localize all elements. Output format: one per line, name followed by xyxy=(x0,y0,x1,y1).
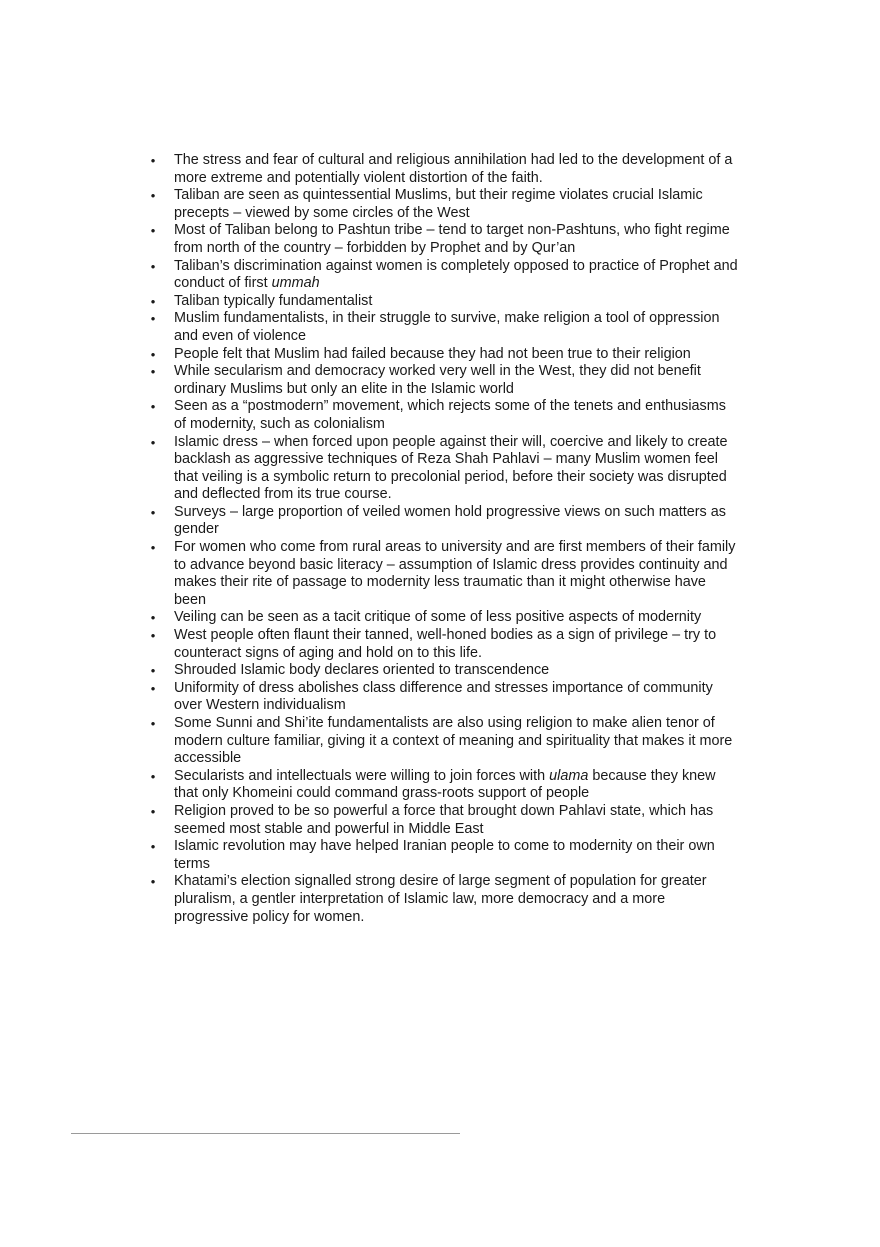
bullet-text: Surveys – large proportion of veiled women hold progressive views on such matters as gender xyxy=(174,503,726,538)
list-item xyxy=(148,873,738,926)
list-item xyxy=(148,803,738,838)
list-item xyxy=(148,152,738,187)
list-item xyxy=(148,715,738,768)
list-item xyxy=(148,310,738,345)
bullet-icon: • xyxy=(150,803,156,819)
bullet-text: Islamic dress – when forced upon people against their will, coercive and likely to create backlash as aggressive techniques of Reza Shah Pahlavi – many Muslim women feel that veiling is a symbolic return to precolonial period, before their society was disrupted and deflected from its true course. xyxy=(174,433,728,503)
list-item xyxy=(148,838,738,873)
bullet-icon: • xyxy=(150,188,156,204)
bullet-text: While secularism and democracy worked very well in the West, they did not benefit ordinary Muslims but only an elite in the Islamic world xyxy=(174,363,701,397)
list-item xyxy=(148,222,738,257)
list-item xyxy=(148,363,738,398)
list-item xyxy=(148,539,738,609)
list-item xyxy=(148,398,738,433)
bullet-text: Veiling can be seen as a tacit critique of some of less positive aspects of modernity xyxy=(174,609,702,626)
bullet-text: Khatami’s election signalled strong desire of large segment of population for greater pluralism, a gentler interpretation of Islamic law, more democracy and a more progressive policy for women. xyxy=(174,873,707,925)
bullet-text: Uniformity of dress abolishes class difference and stresses importance of community over Western individualism xyxy=(174,679,713,714)
bullet-text: Secularists and intellectuals were willing to join forces with ulama because they knew that only Khomeini could command grass-roots support of people xyxy=(174,767,716,802)
bullet-icon: • xyxy=(150,680,156,696)
bullet-icon: • xyxy=(150,311,156,327)
footnote-separator xyxy=(71,1133,460,1134)
list-item xyxy=(148,680,738,715)
bullet-text: Shrouded Islamic body declares oriented to transcendence xyxy=(174,662,550,679)
bullet-list xyxy=(148,152,738,926)
bullet-text: Religion proved to be so powerful a force that brought down Pahlavi state, which has seemed most stable and powerful in Middle East xyxy=(174,802,714,837)
bullet-text: People felt that Muslim had failed because they had not been true to their religion xyxy=(174,345,691,362)
bullet-text: Most of Taliban belong to Pashtun tribe – tend to target non-Pashtuns, who fight regime from north of the country – forbidden by Prophet and by Qur’an xyxy=(174,222,730,256)
list-item xyxy=(148,609,738,627)
list-item xyxy=(148,768,738,803)
bullet-text: The stress and fear of cultural and religious annihilation had led to the development of a more extreme and potentially violent distortion of the faith. xyxy=(174,152,733,186)
bullet-text: Muslim fundamentalists, in their struggle to survive, make religion a tool of oppression and even of violence xyxy=(174,310,720,344)
bullet-icon: • xyxy=(150,628,156,644)
bullet-icon: • xyxy=(150,399,156,415)
bullet-icon: • xyxy=(150,610,156,626)
bullet-icon: • xyxy=(150,258,156,274)
list-item xyxy=(148,293,738,311)
bullet-text: Taliban’s discrimination against women is completely opposed to practice of Prophet and conduct of first ummah xyxy=(174,257,738,292)
bullet-text: Islamic revolution may have helped Iranian people to come to modernity on their own terms xyxy=(174,838,715,872)
bullet-text: Seen as a “postmodern” movement, which rejects some of the tenets and enthusiasms of modernity, such as colonialism xyxy=(174,398,726,432)
bullet-icon: • xyxy=(150,874,156,890)
bullet-icon: • xyxy=(150,768,156,784)
bullet-text: Taliban typically fundamentalist xyxy=(174,292,373,309)
bullet-icon: • xyxy=(150,293,156,309)
bullet-text: Some Sunni and Shi’ite fundamentalists are also using religion to make alien tenor of modern culture familiar, giving it a context of meaning and spirituality that makes it more accessible xyxy=(174,715,733,767)
bullet-icon: • xyxy=(150,504,156,520)
list-item xyxy=(148,346,738,364)
bullet-icon: • xyxy=(150,364,156,380)
list-item xyxy=(148,187,738,222)
bullet-icon: • xyxy=(150,540,156,556)
bullet-icon: • xyxy=(150,223,156,239)
bullet-icon: • xyxy=(150,346,156,362)
bullet-icon: • xyxy=(150,839,156,855)
list-item xyxy=(148,504,738,539)
list-item xyxy=(148,627,738,662)
bullet-icon: • xyxy=(150,716,156,731)
list-item xyxy=(148,434,738,504)
bullet-text: For women who come from rural areas to university and are first members of their family to advance beyond basic literacy – assumption of Islamic dress provides continuity and makes their rite of passage to modernity less traumatic than it might otherwise have been xyxy=(174,539,736,608)
bullet-text: Taliban are seen as quintessential Muslims, but their regime violates crucial Islamic precepts – viewed by some circles of the West xyxy=(174,187,703,221)
bullet-text: West people often flaunt their tanned, well-honed bodies as a sign of privilege – try to counteract signs of aging and hold on to this life. xyxy=(174,627,717,661)
bullet-icon: • xyxy=(150,663,156,679)
bullet-icon: • xyxy=(150,153,156,168)
bullet-icon: • xyxy=(150,434,156,450)
list-item xyxy=(148,662,738,680)
list-item xyxy=(148,258,738,293)
